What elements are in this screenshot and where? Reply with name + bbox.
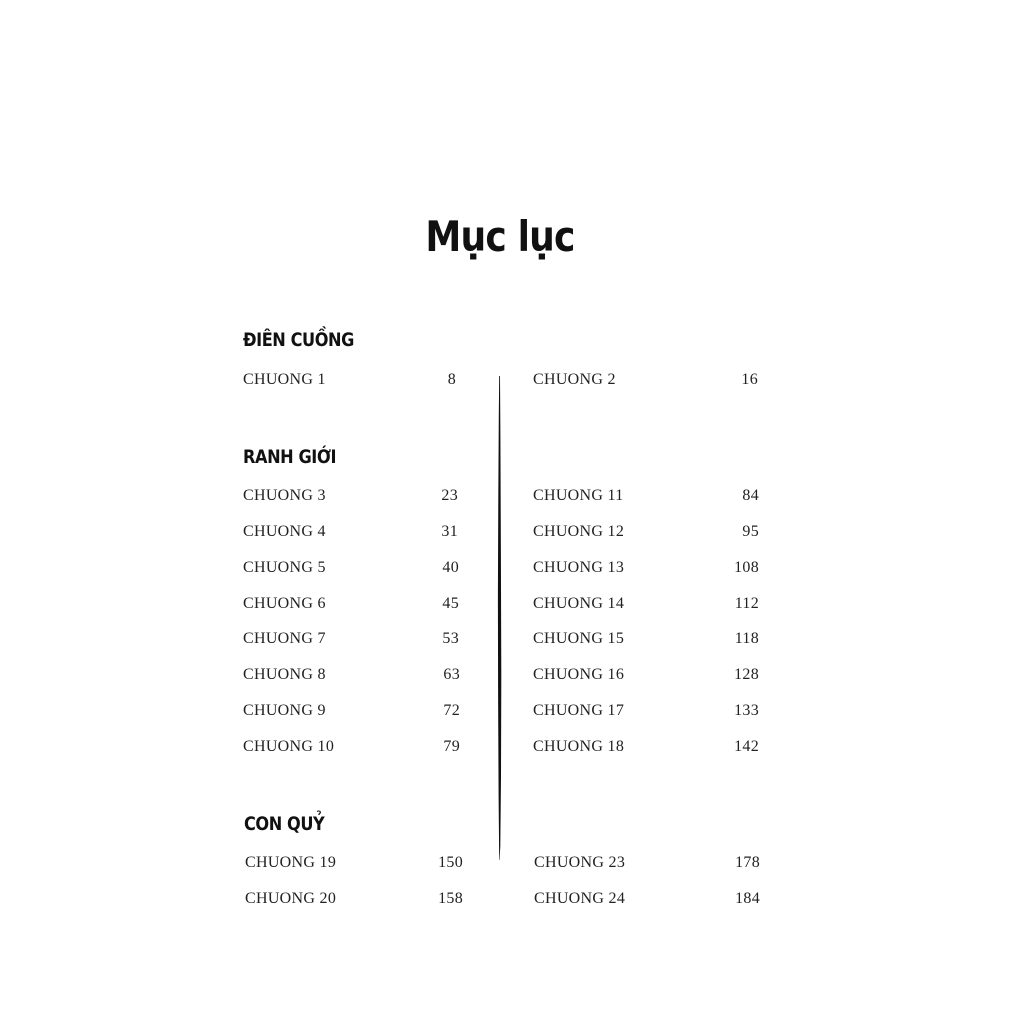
chapter-label: CHUONG 10 — [243, 738, 335, 755]
toc-entry[interactable] — [243, 628, 459, 650]
chapter-label: CHUONG 14 — [533, 595, 625, 612]
page-number: 23 — [441, 487, 458, 504]
chapter-label: CHUONG 4 — [243, 523, 326, 540]
toc-entry[interactable] — [245, 852, 463, 874]
toc-entry[interactable] — [533, 521, 759, 543]
toc-entry[interactable] — [243, 557, 459, 579]
page-number: 40 — [442, 559, 459, 576]
page-number: 128 — [734, 666, 759, 683]
toc-entry[interactable] — [243, 369, 456, 391]
chapter-label: CHUONG 23 — [534, 854, 626, 871]
chapter-label: CHUONG 5 — [243, 559, 326, 576]
chapter-label: CHUONG 16 — [533, 666, 625, 683]
page-number: 112 — [734, 595, 759, 612]
toc-entry[interactable] — [243, 485, 458, 507]
toc-entry[interactable] — [533, 664, 759, 686]
chapter-label: CHUONG 15 — [533, 630, 625, 647]
toc-entry[interactable] — [245, 888, 463, 910]
toc-entry[interactable] — [243, 700, 460, 722]
toc-entry[interactable] — [533, 369, 758, 391]
toc-entry[interactable] — [533, 628, 759, 650]
chapter-label: CHUONG 9 — [243, 702, 326, 719]
toc-entry[interactable] — [533, 736, 759, 758]
chapter-label: CHUONG 8 — [243, 666, 326, 683]
page-number: 133 — [734, 702, 759, 719]
page-number: 118 — [734, 630, 759, 647]
chapter-label: CHUONG 17 — [533, 702, 625, 719]
toc-entry[interactable] — [243, 521, 458, 543]
chapter-label: CHUONG 1 — [243, 371, 326, 388]
page-number: 178 — [735, 854, 760, 871]
section-heading-con-quy: CON QUỶ — [244, 813, 325, 835]
chapter-label: CHUONG 2 — [533, 371, 616, 388]
chapter-label: CHUONG 19 — [245, 854, 337, 871]
page-number: 31 — [441, 523, 458, 540]
page-number: 16 — [741, 371, 758, 388]
page-number: 184 — [735, 890, 760, 907]
chapter-label: CHUONG 12 — [533, 523, 625, 540]
page-number: 79 — [443, 738, 460, 755]
page-number: 84 — [742, 487, 759, 504]
column-divider — [497, 376, 502, 860]
chapter-label: CHUONG 7 — [243, 630, 326, 647]
page-number: 150 — [438, 854, 463, 871]
chapter-label: CHUONG 6 — [243, 595, 326, 612]
chapter-label: CHUONG 3 — [243, 487, 326, 504]
toc-entry[interactable] — [243, 593, 459, 615]
page-number: 8 — [447, 371, 456, 388]
page-number: 95 — [742, 523, 759, 540]
chapter-label: CHUONG 24 — [534, 890, 626, 907]
page-number: 158 — [438, 890, 463, 907]
page-title: Mục lục — [425, 212, 575, 261]
chapter-label: CHUONG 11 — [533, 487, 624, 504]
page-number: 108 — [734, 559, 759, 576]
page-number: 53 — [442, 630, 459, 647]
chapter-label: CHUONG 20 — [245, 890, 337, 907]
toc-entry[interactable] — [243, 736, 460, 758]
page-number: 63 — [443, 666, 460, 683]
toc-entry[interactable] — [243, 664, 460, 686]
chapter-label: CHUONG 18 — [533, 738, 625, 755]
toc-entry[interactable] — [533, 557, 759, 579]
chapter-label: CHUONG 13 — [533, 559, 625, 576]
toc-entry[interactable] — [533, 593, 759, 615]
section-heading-ranh-gioi: RANH GIỚI — [243, 446, 337, 468]
toc-entry[interactable] — [534, 888, 760, 910]
toc-entry[interactable] — [533, 700, 759, 722]
toc-entry[interactable] — [534, 852, 760, 874]
page-number: 45 — [442, 595, 459, 612]
page-number: 72 — [443, 702, 460, 719]
page-number: 142 — [734, 738, 759, 755]
toc-entry[interactable] — [533, 485, 759, 507]
section-heading-dien-cuong: ĐIÊN CUỒNG — [243, 329, 354, 351]
